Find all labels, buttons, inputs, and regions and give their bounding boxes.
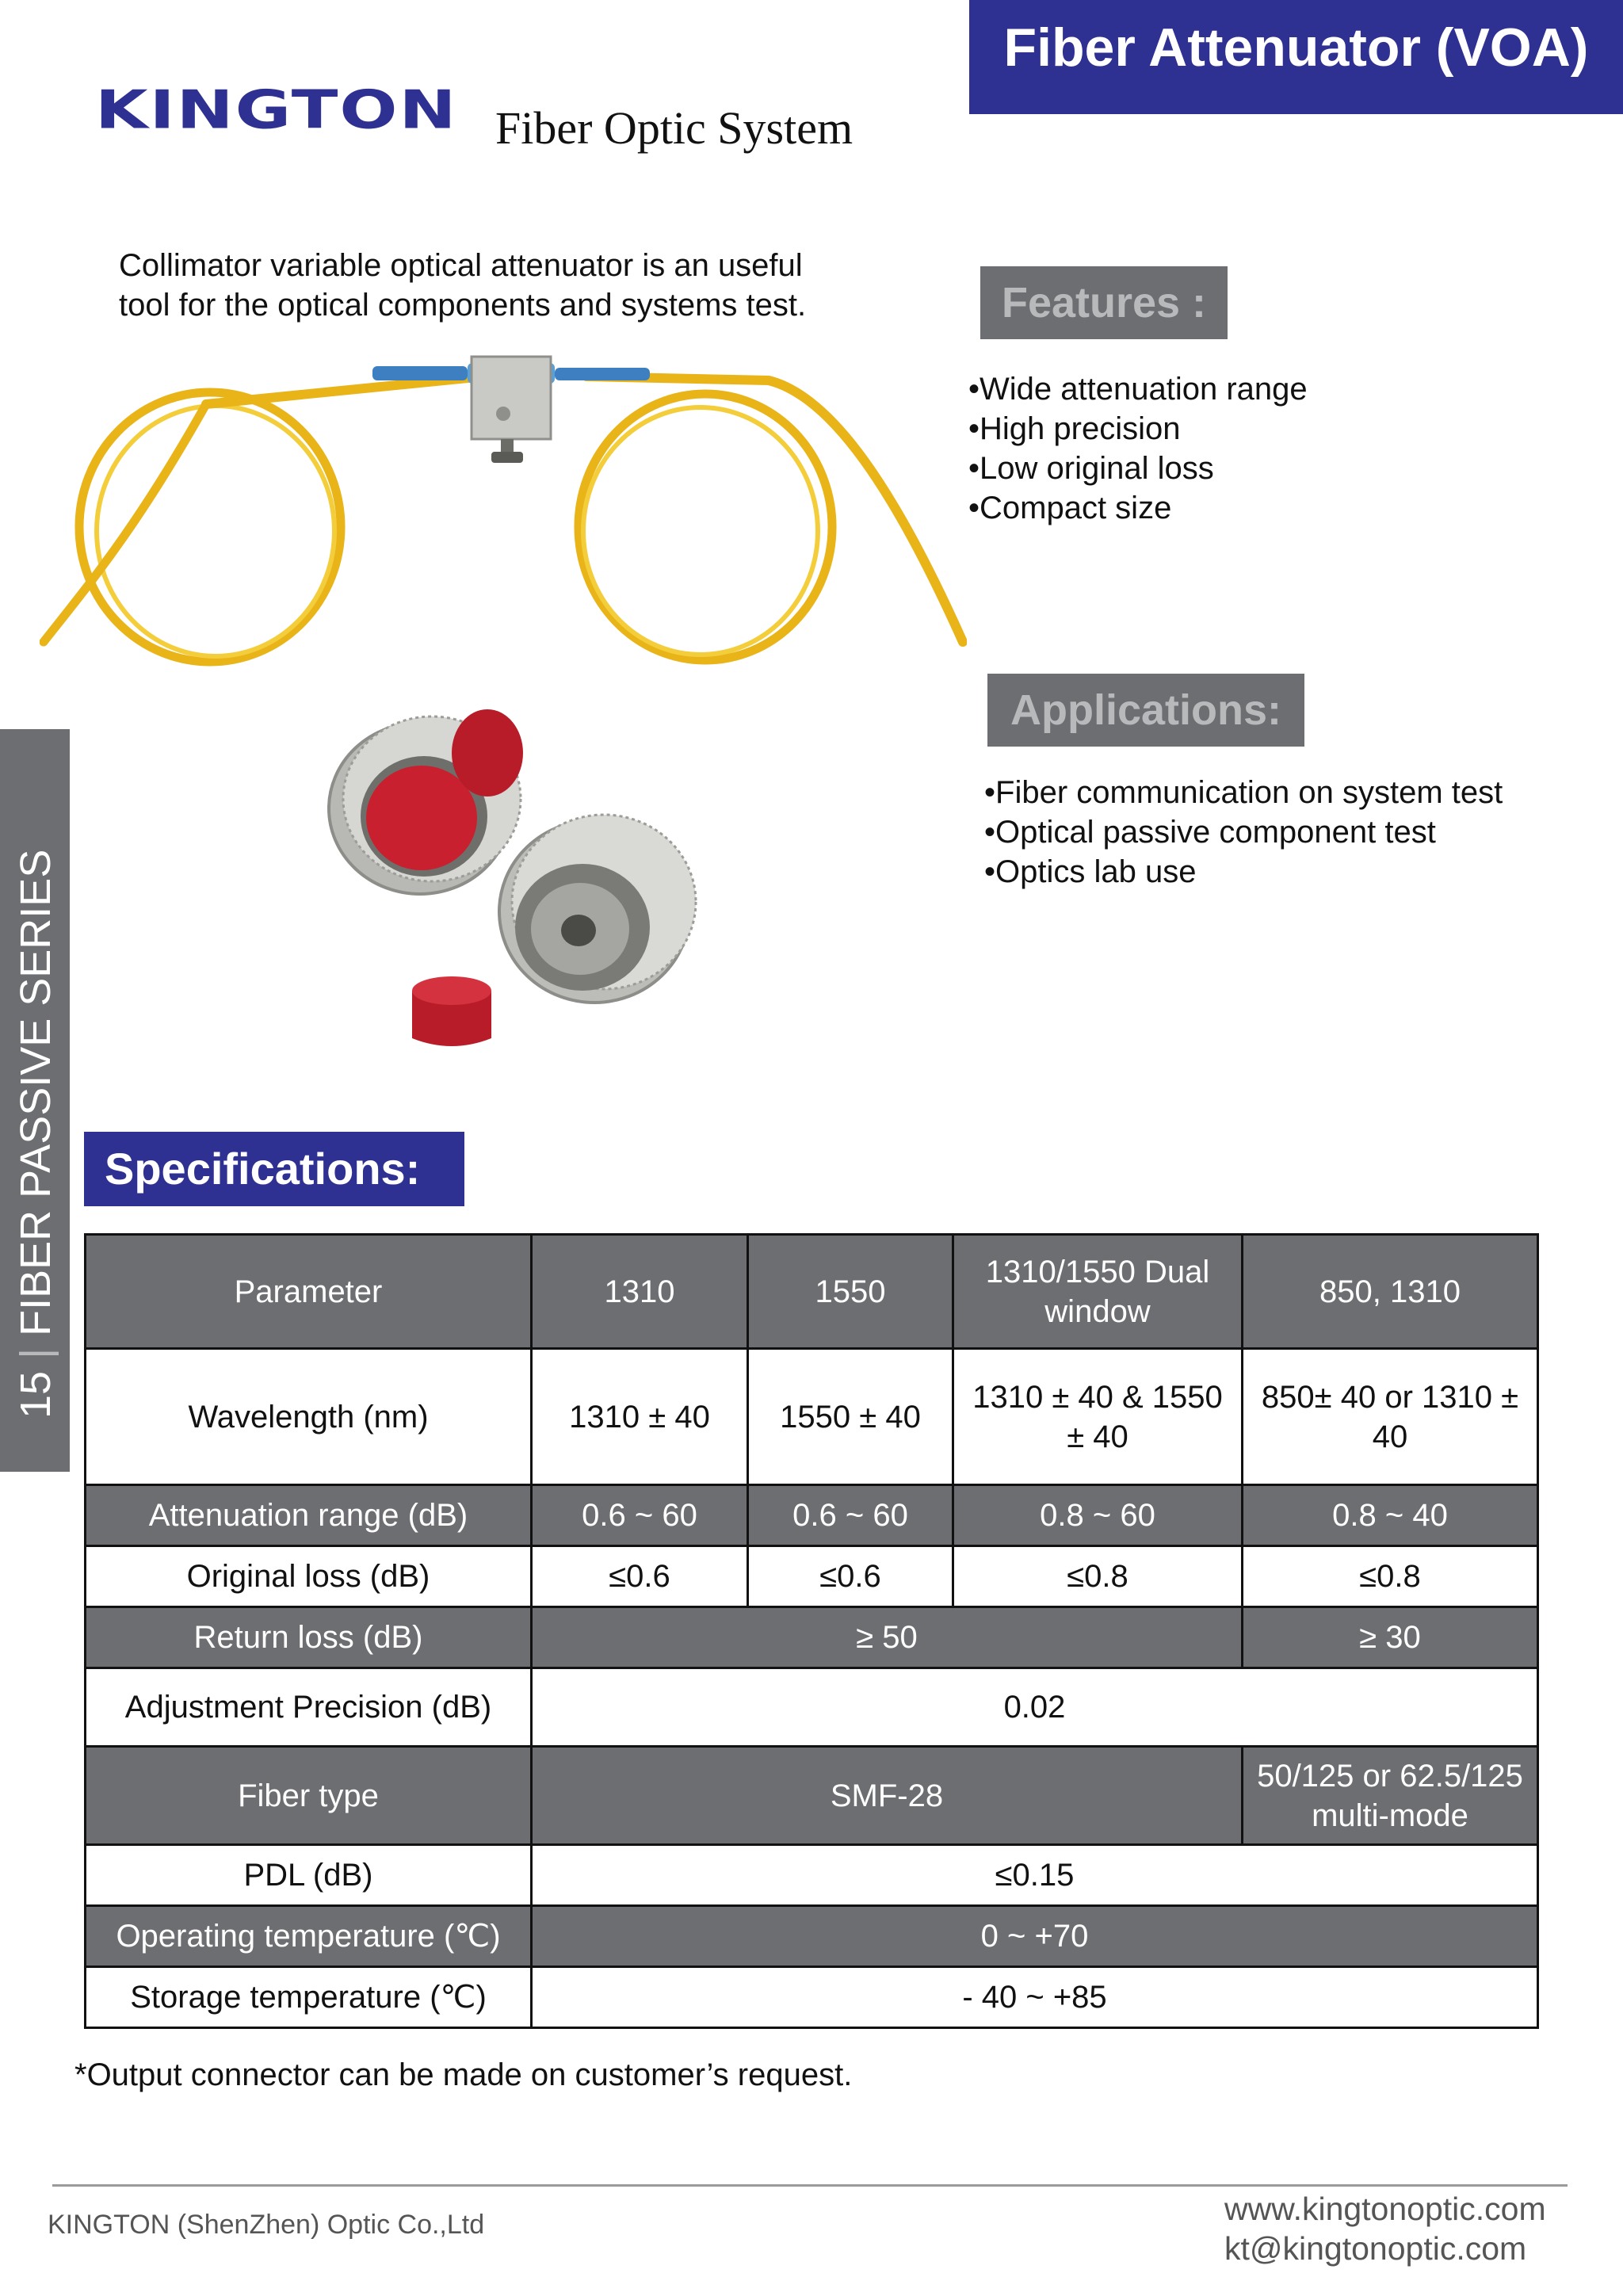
list-item: •Optical passive component test: [984, 815, 1436, 850]
list-item: •Low original loss: [968, 451, 1214, 486]
kington-logo: KINGTON: [95, 79, 458, 141]
table-row: [86, 1607, 1538, 1668]
email-link[interactable]: kt@kingtonoptic.com: [1224, 2230, 1527, 2267]
table-cell: ≥ 50: [532, 1607, 1243, 1668]
table-cell: 0.8 ~ 40: [1243, 1485, 1538, 1546]
table-cell: 0.6 ~ 60: [748, 1485, 953, 1546]
table-cell: Parameter: [86, 1235, 532, 1349]
table-row: [86, 1906, 1538, 1967]
table-cell: ≤0.8: [953, 1546, 1243, 1607]
list-item: •Compact size: [968, 491, 1172, 525]
table-cell: 50/125 or 62.5/125 multi-mode: [1243, 1747, 1538, 1845]
table-row: [86, 1349, 1538, 1485]
table-cell: 0.02: [532, 1668, 1538, 1747]
specifications-heading: Specifications:: [84, 1132, 464, 1206]
table-cell: 0.8 ~ 60: [953, 1485, 1243, 1546]
contact-info: [1224, 2189, 1546, 2268]
table-cell: 1310/1550 Dual window: [953, 1235, 1243, 1349]
intro-text: [119, 246, 872, 325]
table-cell: 850± 40 or 1310 ± 40: [1243, 1349, 1538, 1485]
table-cell: Fiber type: [86, 1747, 532, 1845]
table-row: [86, 1546, 1538, 1607]
logo-subtitle: Fiber Optic System: [495, 102, 854, 154]
table-row: [86, 1967, 1538, 2028]
table-cell: ≤0.15: [532, 1845, 1538, 1906]
features-heading: Features :: [980, 266, 1228, 339]
connector-image: [293, 697, 753, 1062]
table-row: [86, 1668, 1538, 1747]
table-header-row: [86, 1235, 1538, 1349]
separator: |: [12, 1347, 59, 1359]
series-name: FIBER PASSIVE SERIES: [12, 849, 59, 1336]
list-item: •Fiber communication on system test: [984, 775, 1503, 810]
applications-list: [984, 773, 1503, 892]
table-cell: - 40 ~ +85: [532, 1967, 1538, 2028]
table-row: [86, 1485, 1538, 1546]
table-cell: ≤0.8: [1243, 1546, 1538, 1607]
table-cell: PDL (dB): [86, 1845, 532, 1906]
table-cell: 0 ~ +70: [532, 1906, 1538, 1967]
table-cell: Storage temperature (℃): [86, 1967, 532, 2028]
specifications-table: [84, 1233, 1539, 2029]
footer-divider: [52, 2184, 1568, 2187]
table-cell: Wavelength (nm): [86, 1349, 532, 1485]
table-cell: 1550: [748, 1235, 953, 1349]
intro-line-1: Collimator variable optical attenuator is an useful: [119, 248, 803, 283]
company-name: KINGTON (ShenZhen) Optic Co.,Ltd: [48, 2210, 485, 2240]
table-cell: Operating temperature (℃): [86, 1906, 532, 1967]
table-cell: SMF-28: [532, 1747, 1243, 1845]
fiber-attenuator-image: [40, 349, 967, 682]
website-link[interactable]: www.kingtonoptic.com: [1224, 2191, 1546, 2227]
features-list: [968, 369, 1308, 528]
list-item: •Optics lab use: [984, 854, 1197, 889]
table-cell: ≥ 30: [1243, 1607, 1538, 1668]
table-cell: 1310: [532, 1235, 748, 1349]
table-cell: 0.6 ~ 60: [532, 1485, 748, 1546]
table-cell: Attenuation range (dB): [86, 1485, 532, 1546]
table-cell: 1550 ± 40: [748, 1349, 953, 1485]
table-row: [86, 1747, 1538, 1845]
applications-heading: Applications:: [987, 674, 1304, 747]
table-cell: Adjustment Precision (dB): [86, 1668, 532, 1747]
intro-line-2: tool for the optical components and systems test.: [119, 288, 807, 323]
page-number: 15: [12, 1370, 59, 1419]
list-item: •High precision: [968, 411, 1181, 446]
footnote: *Output connector can be made on customer’s request.: [74, 2057, 853, 2092]
list-item: •Wide attenuation range: [968, 372, 1308, 407]
table-cell: ≤0.6: [748, 1546, 953, 1607]
table-row: [86, 1845, 1538, 1906]
table-cell: 1310 ± 40 & 1550 ± 40: [953, 1349, 1243, 1485]
table-cell: Original loss (dB): [86, 1546, 532, 1607]
page-title: Fiber Attenuator (VOA): [969, 0, 1623, 114]
table-cell: ≤0.6: [532, 1546, 748, 1607]
table-cell: 850, 1310: [1243, 1235, 1538, 1349]
side-tab-label: [5, 705, 67, 1419]
table-cell: 1310 ± 40: [532, 1349, 748, 1485]
table-cell: Return loss (dB): [86, 1607, 532, 1668]
